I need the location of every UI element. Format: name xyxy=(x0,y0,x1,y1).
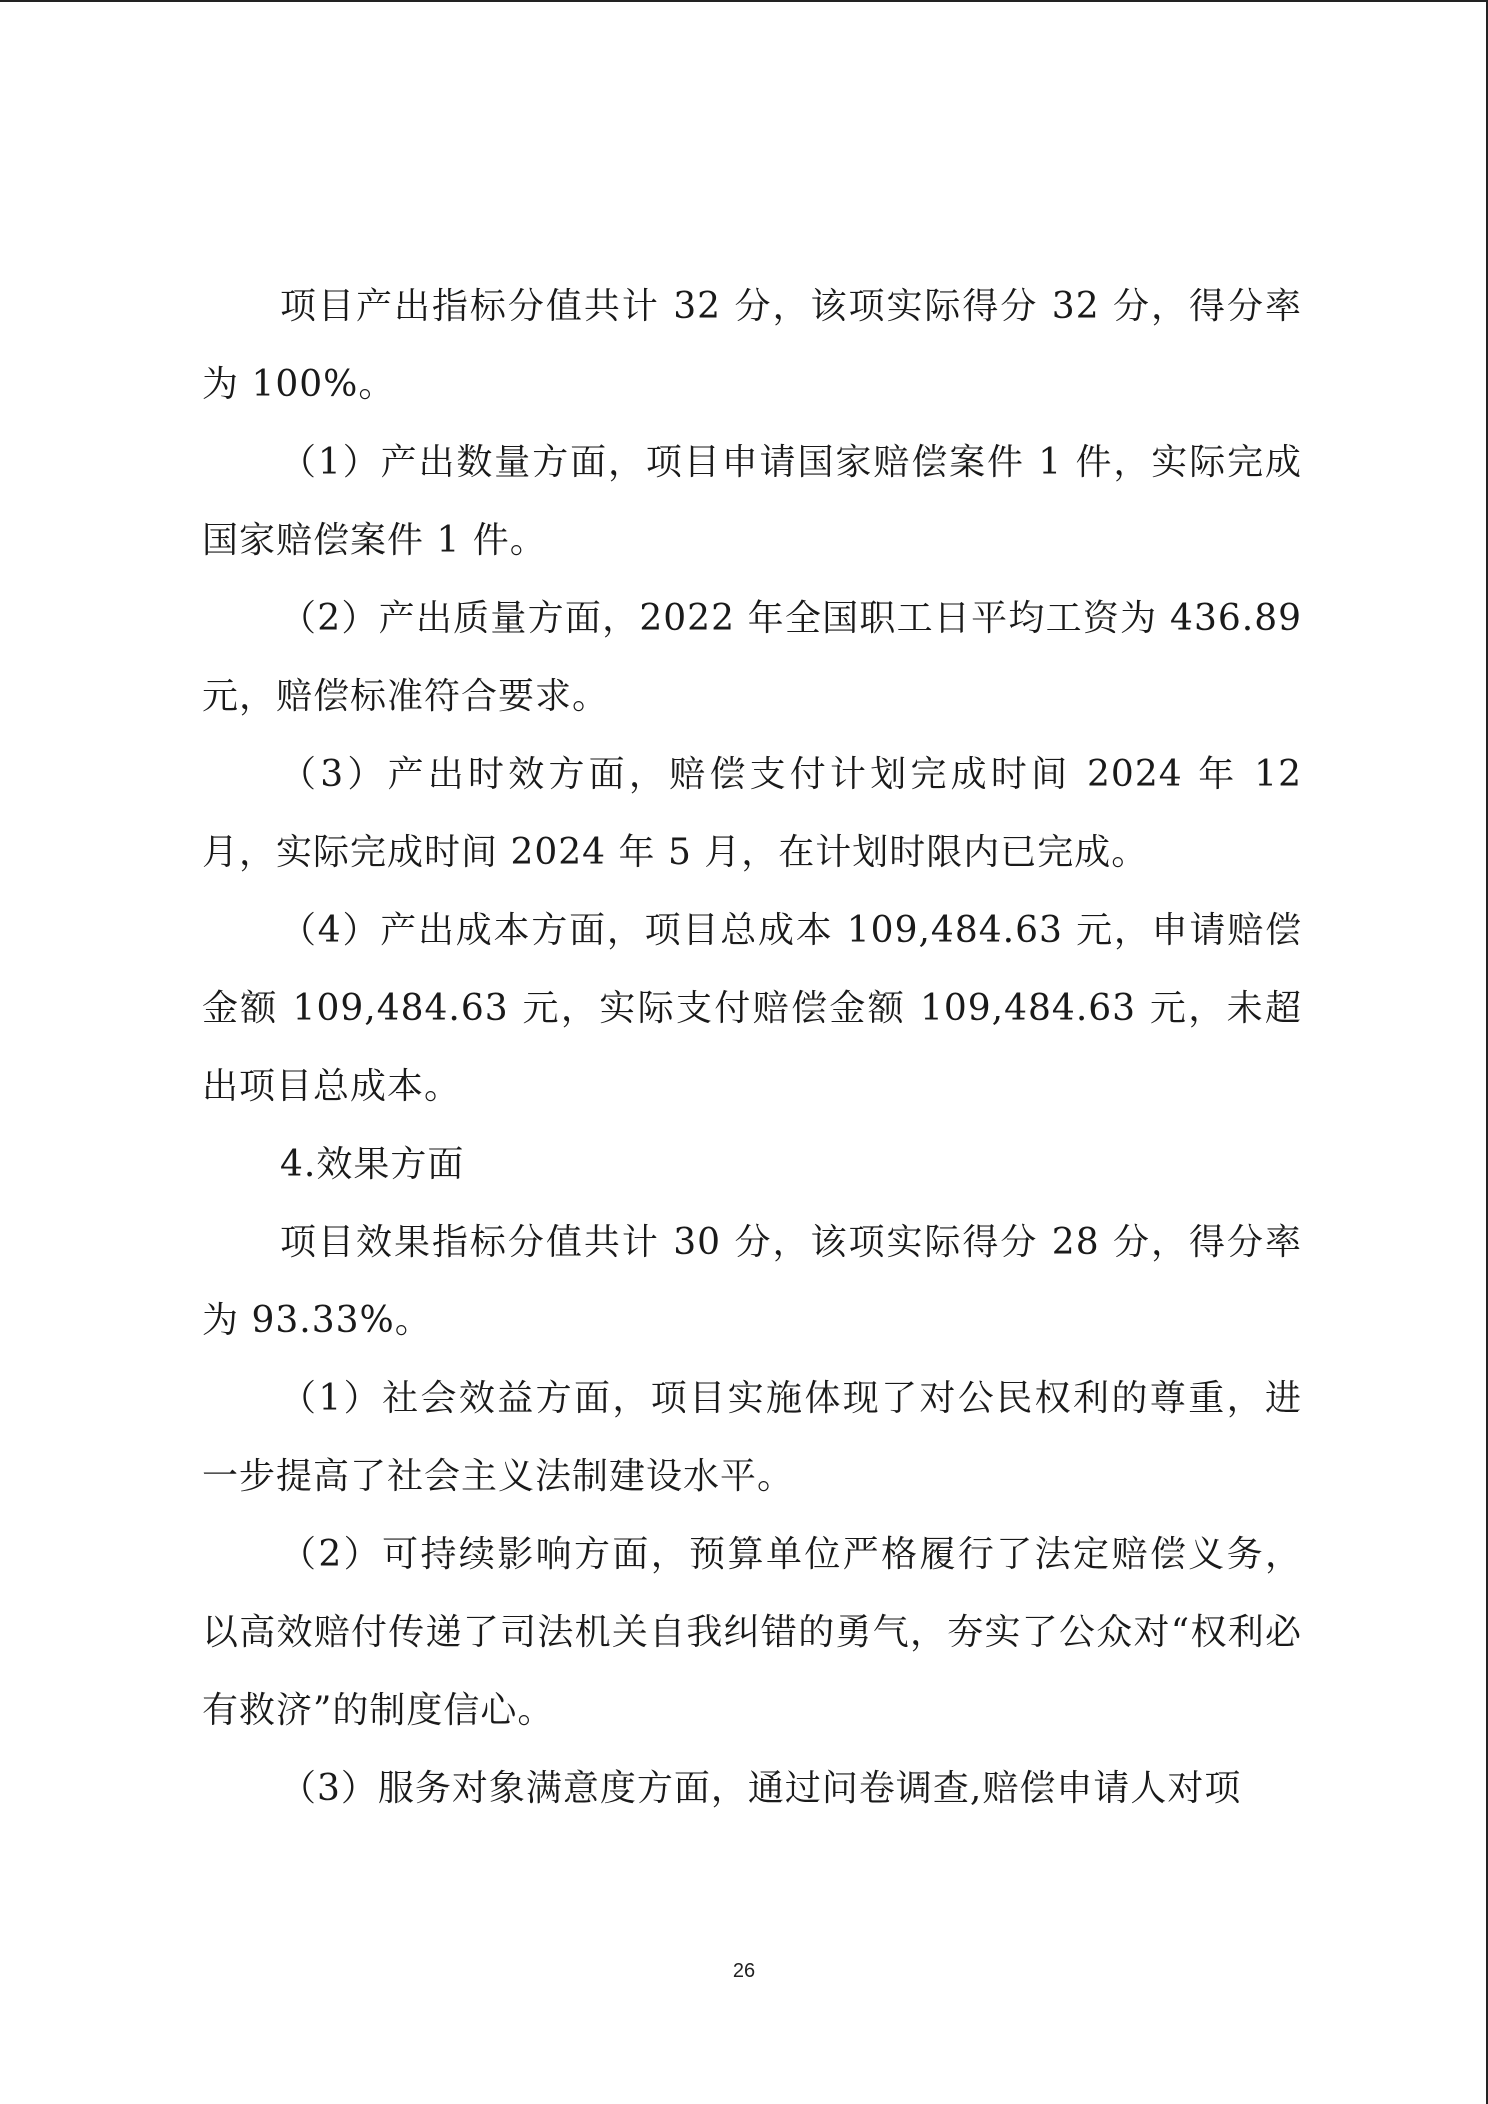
document-body xyxy=(202,268,1302,1828)
section-heading-effect: 4.效果方面 xyxy=(280,1144,465,1185)
paragraph-output-summary: 项目产出指标分值共计 32 分，该项实际得分 32 分，得分率为 100%。 xyxy=(202,286,1302,405)
paragraph-sustainable-impact: （2）可持续影响方面，预算单位严格履行了法定赔偿义务，以高效赔付传递了司法机关自我纠错的勇气，夯实了公众对“权利必有救济”的制度信心。 xyxy=(202,1534,1302,1731)
paragraph-satisfaction: （3）服务对象满意度方面，通过问卷调查,赔偿申请人对项 xyxy=(280,1768,1242,1809)
paragraph-output-cost: （4）产出成本方面，项目总成本 109,484.63 元，申请赔偿金额 109,484.63 元，实际支付赔偿金额 109,484.63 元，未超出项目总成本。 xyxy=(202,910,1302,1107)
paragraph-output-quantity: （1）产出数量方面，项目申请国家赔偿案件 1 件，实际完成国家赔偿案件 1 件。 xyxy=(202,442,1302,561)
paragraph-effect-summary: 项目效果指标分值共计 30 分，该项实际得分 28 分，得分率为 93.33%。 xyxy=(202,1222,1302,1341)
page-border-top xyxy=(0,0,1488,2)
page-number: 26 xyxy=(732,1960,756,1982)
paragraph-social-benefit: （1）社会效益方面，项目实施体现了对公民权利的尊重，进一步提高了社会主义法制建设水平。 xyxy=(202,1378,1302,1497)
paragraph-output-timeliness: （3）产出时效方面，赔偿支付计划完成时间 2024 年 12 月，实际完成时间 2024 年 5 月，在计划时限内已完成。 xyxy=(202,754,1302,873)
paragraph-output-quality: （2）产出质量方面，2022 年全国职工日平均工资为 436.89 元，赔偿标准符合要求。 xyxy=(202,598,1302,717)
